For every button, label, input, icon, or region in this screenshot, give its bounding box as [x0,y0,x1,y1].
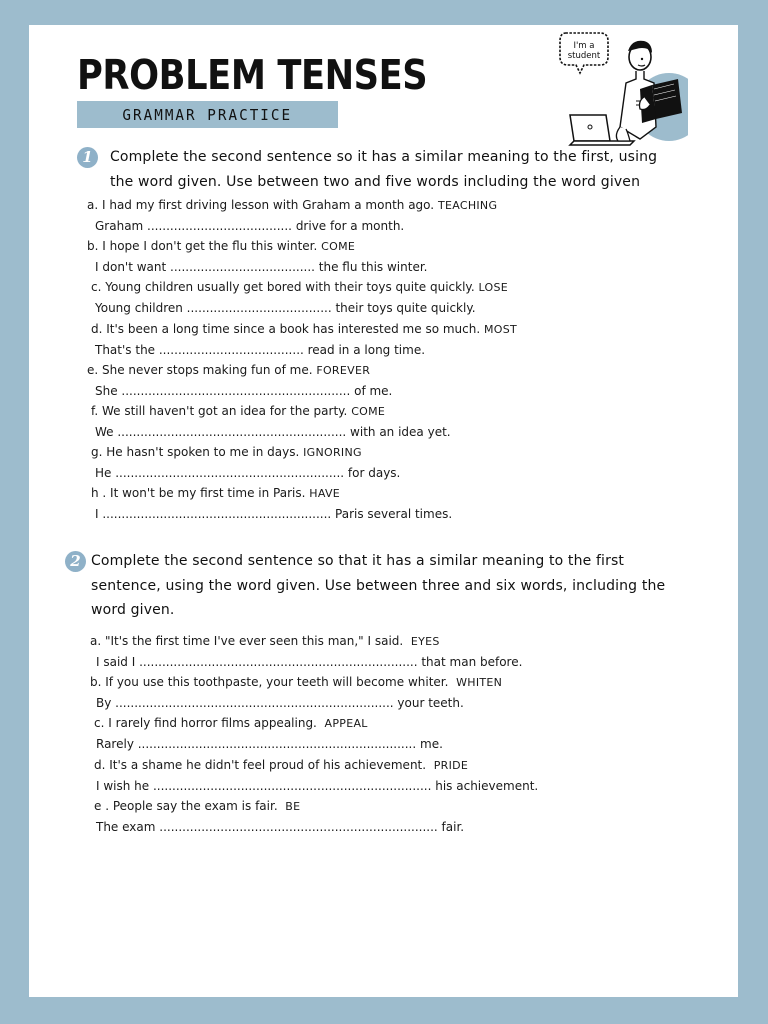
svg-text:I'm a: I'm a [573,41,595,51]
exercise-2-number-badge: 2 [65,551,86,572]
student-reading-illustration [556,27,688,149]
answer-line[interactable]: I don't want ...................................... the flu this winter. [95,260,428,275]
keyword: TEACHING [437,199,498,212]
list-item: h . It won't be my first time in Paris. HAVE [91,486,341,501]
answer-line[interactable]: We ............................................................ with an idea yet. [95,425,451,440]
list-item: a. "It's the first time I've ever seen this man," I said. EYES [90,634,440,648]
page-title: PROBLEM TENSES [77,51,428,99]
keyword: BE [285,799,301,813]
exercise-1-items [87,195,517,525]
exercise-2-items [90,631,538,837]
answer-line[interactable]: She ............................................................ of me. [95,383,393,398]
keyword: IGNORING [303,446,362,460]
exercise-1-number-badge: 1 [77,147,98,168]
keyword: EYES [410,635,440,648]
list-item: c. Young children usually get bored with their toys quite quickly. LOSE [91,280,508,295]
keyword: HAVE [309,487,341,501]
keyword: MOST [484,322,518,336]
exercise-2-instruction [91,549,665,623]
list-item: b. I hope I don't get the flu this winter. COME [87,239,356,254]
list-item: e . People say the exam is fair. BE [94,798,301,813]
list-item: a. I had my first driving lesson with Graham a month ago. TEACHING [87,198,498,212]
exercise-1-instruction [110,145,657,194]
exercise-2-instruction-line-1: Complete the second sentence so that it has a similar meaning to the first [91,553,625,569]
answer-line[interactable]: I wish he ......................................................................... his achievement. [96,778,539,793]
keyword: WHITEN [456,676,503,690]
worksheet-page [29,25,738,997]
list-item: f. We still haven't got an idea for the party. COME [91,403,386,418]
list-item: e. She never stops making fun of me. FOREVER [87,362,371,377]
list-item: d. It's a shame he didn't feel proud of his achievement. PRIDE [94,757,469,772]
answer-line[interactable]: The exam ......................................................................... fair. [96,819,465,834]
list-item: b. If you use this toothpaste, your teeth will become whiter. WHITEN [90,675,503,690]
keyword: APPEAL [324,717,368,731]
exercise-1-instruction-line-1: Complete the second sentence so it has a similar meaning to the first, using [110,149,658,165]
answer-line[interactable]: Graham ...................................... drive for a month. [95,219,405,234]
answer-line[interactable]: I ............................................................ Paris several times. [95,507,453,522]
keyword: FOREVER [316,363,371,377]
svg-text:student: student [567,51,601,61]
exercise-2-instruction-line-2: sentence, using the word given. Use between three and six words, including the [91,577,666,594]
keyword: PRIDE [433,758,469,772]
list-item: g. He hasn't spoken to me in days. IGNORING [91,445,362,460]
answer-line[interactable]: Young children ...................................... their toys quite quickly. [95,301,476,316]
exercise-2-instruction-line-3: word given. [91,602,175,618]
answer-line[interactable]: I said I ......................................................................... that man before. [96,655,523,670]
keyword: COME [351,404,386,418]
answer-line[interactable]: Rarely ......................................................................... me. [96,737,443,752]
subtitle-band [77,101,338,128]
keyword: COME [321,240,356,254]
page-subtitle: GRAMMAR PRACTICE [122,105,293,124]
list-item: d. It's been a long time since a book has interested me so much. MOST [91,321,518,336]
list-item: c. I rarely find horror films appealing. APPEAL [94,716,368,731]
answer-line[interactable]: He ............................................................ for days. [95,466,401,481]
exercise-1-instruction-line-2: the word given. Use between two and five words including the word given [110,173,641,190]
keyword: LOSE [478,281,508,295]
answer-line[interactable]: That's the ...................................... read in a long time. [95,342,426,357]
answer-line[interactable]: By ......................................................................... your teeth. [96,696,464,711]
